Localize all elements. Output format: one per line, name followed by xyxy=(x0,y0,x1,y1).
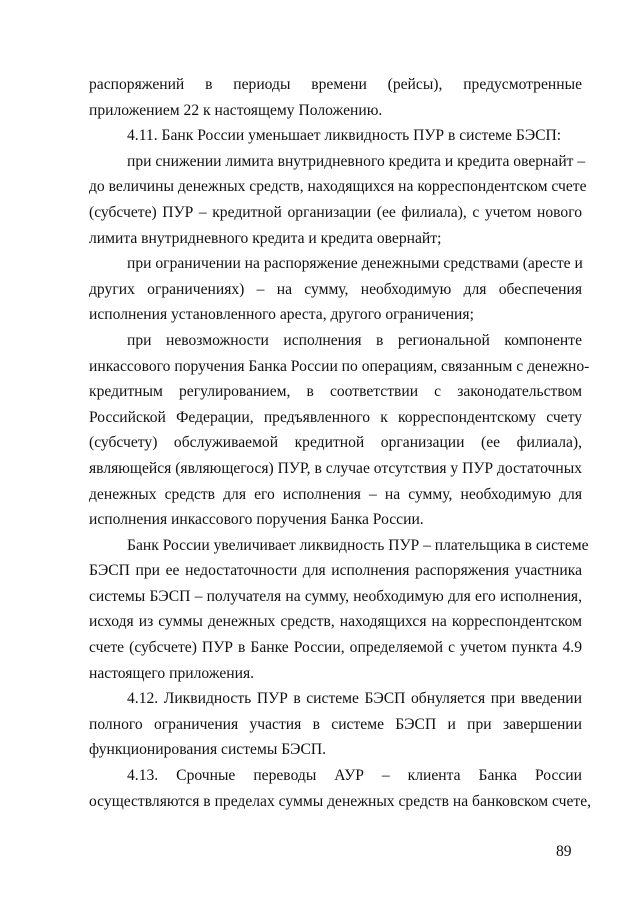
text-line: 4.13. Срочные переводы АУР – клиента Банка России xyxy=(127,767,582,785)
text-line: кредитным регулированием, в соответствии с законодательством xyxy=(89,383,582,401)
text-line: осуществляются в пределах суммы денежных средств на банковском счете, xyxy=(89,792,592,810)
text-line: при снижении лимита внутридневного кредита и кредита овернайт – xyxy=(127,152,586,170)
text-line: инкассового поручения Банка России по операциям, связанным с денежно- xyxy=(89,357,590,375)
text-line: исполнения установленного ареста, другого ограничения; xyxy=(89,306,474,324)
text-line: лимита внутридневного кредита и кредита овернайт; xyxy=(89,229,442,247)
text-line: (субсчету) обслуживаемой кредитной организации (ее филиала), xyxy=(89,434,582,452)
text-line: настоящего приложения. xyxy=(89,664,255,682)
text-line: других ограничениях) – на сумму, необходимую для обеспечения xyxy=(89,280,582,298)
document-page xyxy=(89,72,592,814)
text-line: счете (субсчете) ПУР в Банке России, определяемой с учетом пункта 4.9 xyxy=(89,639,582,657)
text-line: 4.11. Банк России уменьшает ликвидность ПУР в системе БЭСП: xyxy=(127,127,562,145)
text-line: Российской Федерации, предъявленного к корреспондентскому счету xyxy=(89,408,582,426)
text-line: системы БЭСП – получателя на сумму, необходимую для его исполнения, xyxy=(89,587,582,605)
text-line: денежных средств для его исполнения – на сумму, необходимую для xyxy=(89,485,582,503)
text-line: при невозможности исполнения в региональной компоненте xyxy=(127,331,582,349)
text-line: приложением 22 к настоящему Положению. xyxy=(89,101,383,119)
text-line: распоряжений в периоды времени (рейсы), предусмотренные xyxy=(89,76,582,93)
text-line: БЭСП при ее недостаточности для исполнения распоряжения участника xyxy=(89,562,582,580)
document-body xyxy=(89,72,592,814)
text-line: при ограничении на распоряжение денежными средствами (аресте и xyxy=(127,255,583,273)
text-line: исполнения инкассового поручения Банка России. xyxy=(89,511,424,529)
text-line: являющейся (являющегося) ПУР, в случае отсутствия у ПУР достаточных xyxy=(89,459,583,477)
text-line: исходя из суммы денежных средств, находящихся на корреспондентском xyxy=(89,613,582,631)
text-line: до величины денежных средств, находящихся на корреспондентском счете xyxy=(89,178,587,196)
text-line: функционирования системы БЭСП. xyxy=(89,741,327,759)
text-line: Банк России увеличивает ликвидность ПУР – плательщика в системе xyxy=(127,536,589,554)
text-line: 4.12. Ликвидность ПУР в системе БЭСП обнуляется при введении xyxy=(127,690,582,708)
text-line: полного ограничения участия в системе БЭСП и при завершении xyxy=(89,715,582,733)
text-line: (субсчете) ПУР – кредитной организации (ее филиала), с учетом нового xyxy=(89,203,582,221)
page-number: 89 xyxy=(556,843,572,860)
